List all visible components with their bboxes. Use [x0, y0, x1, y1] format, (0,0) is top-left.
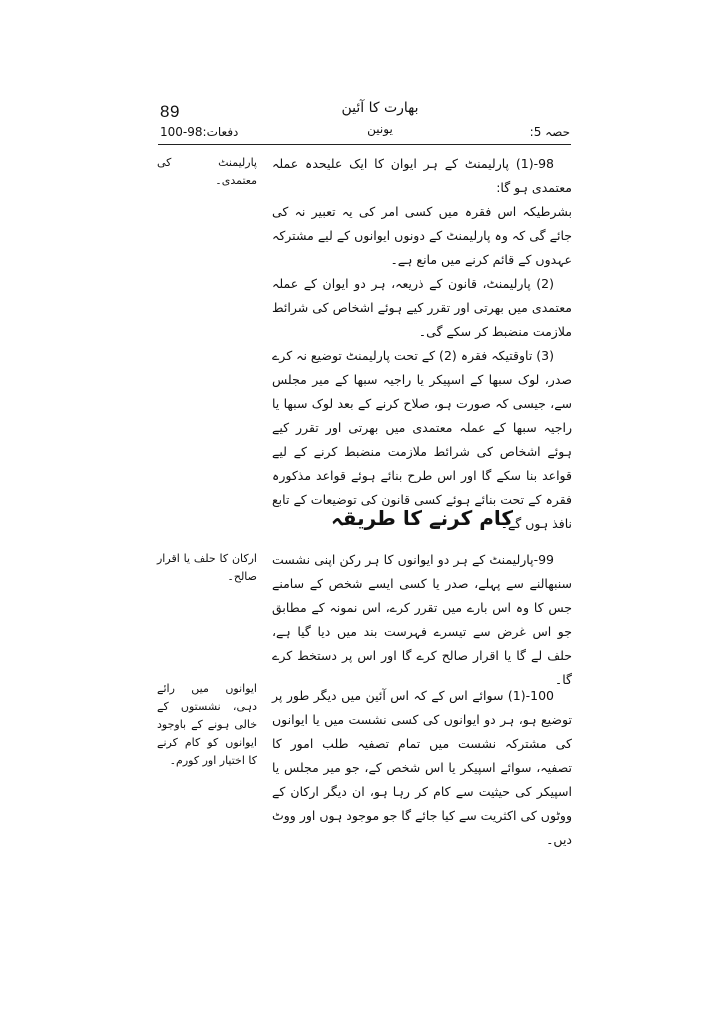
section-98-clause-1: 98-(1) پارلیمنٹ کے ہر ایوان کا ایک علیحدہ عملہ معتمدی ہو گا:: [272, 156, 572, 195]
header-subtitle: یونین: [367, 122, 393, 136]
section-98-proviso: بشرطیکہ اس فقرہ میں کسی امر کی یہ تعبیر نہ کی جائے گی کہ وہ پارلیمنٹ کے دونوں ایوانوں کے لیے مشترکہ عہدوں کے قائم کرنے میں مانع ہے۔: [272, 204, 572, 267]
section-98-clause-2: (2) پارلیمنٹ، قانون کے ذریعہ، ہر دو ایوان کے عملہ معتمدی میں بھرتی اور تقرر کیے ہوئے اشخاص کی شرائط ملازمت منضبط کر سکے گی۔: [272, 276, 572, 339]
section-99: [272, 548, 572, 692]
section-98: [272, 152, 572, 536]
header-part: حصہ 5:: [529, 125, 570, 139]
header-sections: دفعات:98-100: [160, 125, 239, 139]
margin-note-98: پارلیمنٹ کی معتمدی۔: [157, 156, 257, 187]
section-99-text: 99-پارلیمنٹ کے ہر دو ایوانوں کا ہر رکن اپنی نشست سنبھالنے سے پہلے، صدر یا کسی ایسے شخص کے سامنے جس کا وہ اس بارے میں تقرر کرے، اس نمونہ کے مطابق جو اس غرض سے تیسرے فہرست بند میں دیا گیا ہے، حلف لے گا یا اقرار صالح کرے گا اور اس پر دستخط کرے گا۔: [272, 552, 572, 687]
page-number: 89: [160, 102, 180, 121]
section-98-clause-3: (3) تاوقتیکہ فقرہ (2) کے تحت پارلیمنٹ توضیع نہ کرے صدر، لوک سبھا کے اسپیکر یا راجیہ سبھا کے میر مجلس سے، جیسی کہ صورت ہو، صلاح کرنے کے بعد لوک سبھا یا راجیہ سبھا کے عملہ معتمدی میں بھرتی اور تقرر کیے ہوئے اشخاص کی شرائط ملازمت منضبط کرنے کے لیے قواعد بنا سکے گا اور اس طرح بنائے ہوئے قواعد مذکورہ فقرہ کے تحت بنائے ہوئے کسی قانون کی توضیعات کے تابع نافذ ہوں گے۔: [271, 348, 572, 531]
header-title: بھارت کا آئین: [341, 100, 419, 116]
header-divider: [158, 144, 571, 145]
chapter-heading: کام کرنے کا طریقہ: [330, 506, 514, 530]
section-100: [272, 684, 572, 852]
margin-note-99: ارکان کا حلف یا اقرار صالح۔: [157, 552, 257, 583]
section-100-text: 100-(1) سوائے اس کے کہ اس آئین میں دیگر طور پر توضیع ہو، ہر دو ایوانوں کی کسی نشست میں یا ایوانوں کی مشترکہ نشست میں تمام تصفیہ طلب امور کا تصفیہ، سوائے اسپیکر یا اس شخص کے، جو میر مجلس یا اسپیکر کی حیثیت سے کام کر رہا ہو، ان دیگر ارکان کے ووٹوں کی اکثریت سے کیا جائے گا جو موجود ہوں اور ووٹ دیں۔: [272, 688, 572, 847]
margin-note-100: ایوانوں میں رائے دہی، نشستوں کے خالی ہونے کے باوجود ایوانوں کو کام کرنے کا اختیار اور کورم۔: [157, 682, 257, 767]
